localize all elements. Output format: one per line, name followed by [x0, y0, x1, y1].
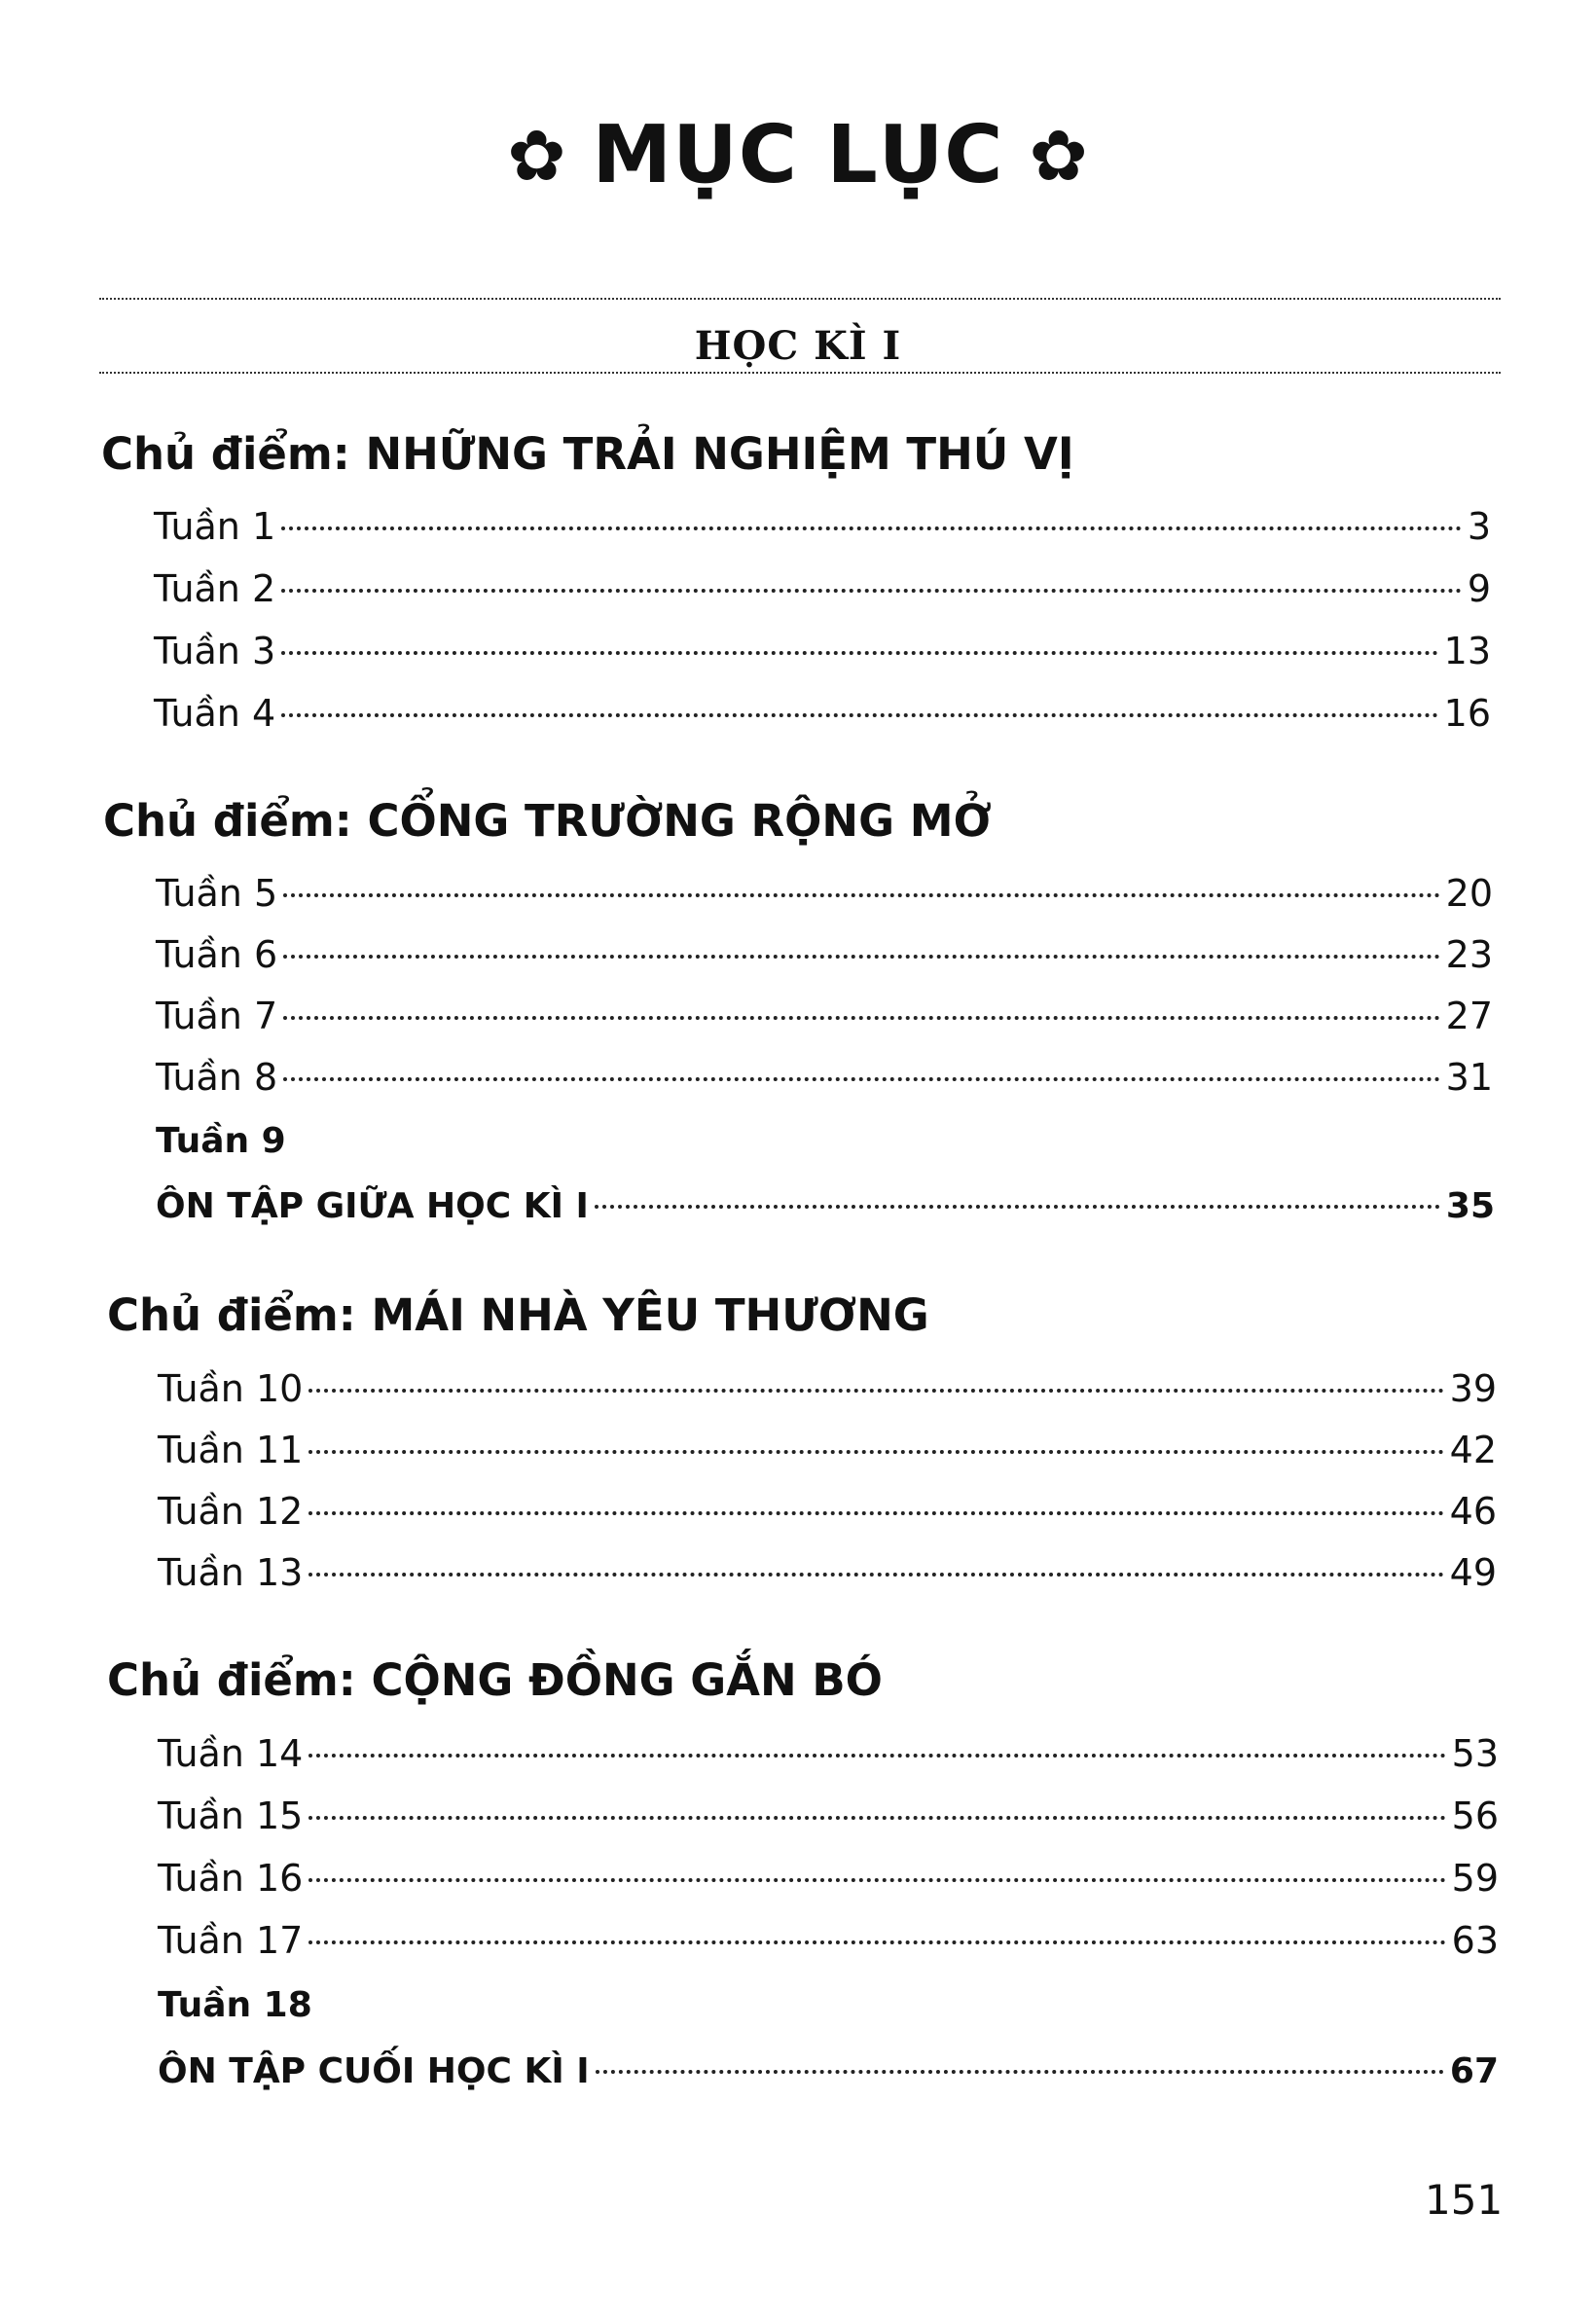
- dot-leader: [281, 589, 1462, 593]
- toc-entry[interactable]: [156, 869, 1493, 918]
- toc-entry-label: Tuần 14: [158, 1732, 304, 1775]
- toc-entry[interactable]: [154, 689, 1491, 738]
- toc-entry-label: Tuần 13: [158, 1551, 304, 1594]
- toc-entry-label: Tuần 1: [154, 505, 276, 548]
- toc-entry[interactable]: [156, 992, 1493, 1040]
- toc-entry-page: 53: [1451, 1732, 1499, 1775]
- dot-leader: [595, 1205, 1440, 1209]
- dot-leader: [308, 1573, 1443, 1577]
- toc-entry-page: 27: [1445, 995, 1493, 1037]
- toc-entry-page: 20: [1445, 872, 1493, 915]
- semester-heading: HỌC KÌ I: [694, 323, 902, 369]
- toc-entry-label: Tuần 12: [158, 1490, 304, 1533]
- flower-icon: ✿: [1029, 114, 1089, 197]
- section-heading: Chủ điểm: NHỮNG TRẢI NGHIỆM THÚ VỊ: [101, 428, 1074, 480]
- divider-top: [99, 298, 1501, 300]
- dot-leader: [283, 1016, 1439, 1020]
- toc-entry-label: Tuần 10: [158, 1367, 304, 1410]
- toc-entry-label: Tuần 11: [158, 1429, 304, 1471]
- toc-entry[interactable]: [158, 1792, 1499, 1840]
- toc-entry[interactable]: [158, 1916, 1499, 1965]
- toc-entry-page: 67: [1449, 2051, 1499, 2091]
- toc-entry-label: Tuần 7: [156, 995, 278, 1037]
- toc-entry-review[interactable]: [158, 2048, 1499, 2096]
- dot-leader: [283, 1077, 1439, 1081]
- toc-entry[interactable]: [154, 627, 1491, 675]
- toc-entry-label: Tuần 3: [154, 630, 276, 672]
- toc-entry-page: 23: [1445, 933, 1493, 976]
- toc-entry-page: 16: [1443, 692, 1491, 735]
- toc-entry-page: 46: [1449, 1490, 1497, 1533]
- toc-entry-label: Tuần 4: [154, 692, 276, 735]
- dot-leader: [283, 955, 1439, 959]
- toc-entry-page: 13: [1443, 630, 1491, 672]
- toc-entry-page: 31: [1445, 1056, 1493, 1099]
- toc-entry[interactable]: [154, 502, 1491, 551]
- toc-entry[interactable]: [158, 1729, 1499, 1778]
- dot-leader: [281, 651, 1437, 655]
- dot-leader: [281, 713, 1437, 717]
- toc-entry-page: 63: [1451, 1919, 1499, 1962]
- section-heading: Chủ điểm: CỘNG ĐỒNG GẮN BÓ: [107, 1654, 883, 1706]
- toc-entry-page: 56: [1451, 1794, 1499, 1837]
- toc-entry-label: Tuần 8: [156, 1056, 278, 1099]
- toc-entry-page: 35: [1445, 1186, 1495, 1226]
- dot-leader: [308, 1754, 1445, 1758]
- toc-entry-label: Tuần 5: [156, 872, 278, 915]
- toc-entry-label: Tuần 2: [154, 567, 276, 610]
- section-heading: Chủ điểm: MÁI NHÀ YÊU THƯƠNG: [107, 1289, 929, 1341]
- page-title: [0, 109, 1596, 201]
- toc-entry-label: ÔN TẬP CUỐI HỌC KÌ I: [158, 2051, 590, 2091]
- toc-entry-label: Tuần 17: [158, 1919, 304, 1962]
- toc-entry[interactable]: [156, 930, 1493, 979]
- dot-leader: [308, 1450, 1443, 1454]
- toc-entry[interactable]: [158, 1487, 1497, 1536]
- toc-entry-page: 3: [1467, 505, 1491, 548]
- toc-entry[interactable]: [158, 1854, 1499, 1903]
- toc-entry-page: 42: [1449, 1429, 1497, 1471]
- toc-entry[interactable]: [158, 1426, 1497, 1474]
- toc-entry-review[interactable]: [156, 1182, 1495, 1231]
- review-week-label: Tuần 9: [156, 1121, 286, 1161]
- toc-entry[interactable]: [158, 1548, 1497, 1597]
- dot-leader: [308, 1940, 1445, 1944]
- dot-leader: [281, 526, 1462, 530]
- page-title-text: MỤC LỤC: [592, 109, 1004, 201]
- dot-leader: [308, 1511, 1443, 1515]
- toc-entry-page: 39: [1449, 1367, 1497, 1410]
- dot-leader: [596, 2070, 1444, 2074]
- divider-bottom: [99, 372, 1501, 374]
- toc-entry-page: 49: [1449, 1551, 1497, 1594]
- toc-entry-label: Tuần 16: [158, 1857, 304, 1900]
- toc-entry-label: Tuần 15: [158, 1794, 304, 1837]
- dot-leader: [308, 1389, 1443, 1393]
- toc-entry-page: 59: [1451, 1857, 1499, 1900]
- flower-icon: ✿: [507, 114, 567, 197]
- toc-entry[interactable]: [154, 564, 1491, 613]
- section-heading: Chủ điểm: CỔNG TRƯỜNG RỘNG MỞ: [103, 795, 992, 847]
- review-week-label: Tuần 18: [158, 1985, 312, 2025]
- dot-leader: [308, 1878, 1445, 1882]
- toc-entry[interactable]: [158, 1364, 1497, 1413]
- toc-entry-page: 9: [1467, 567, 1491, 610]
- page-number: 151: [1425, 2176, 1504, 2224]
- toc-entry-label: ÔN TẬP GIỮA HỌC KÌ I: [156, 1186, 589, 1226]
- dot-leader: [283, 893, 1439, 897]
- dot-leader: [308, 1816, 1445, 1820]
- toc-entry[interactable]: [156, 1053, 1493, 1102]
- toc-entry-label: Tuần 6: [156, 933, 278, 976]
